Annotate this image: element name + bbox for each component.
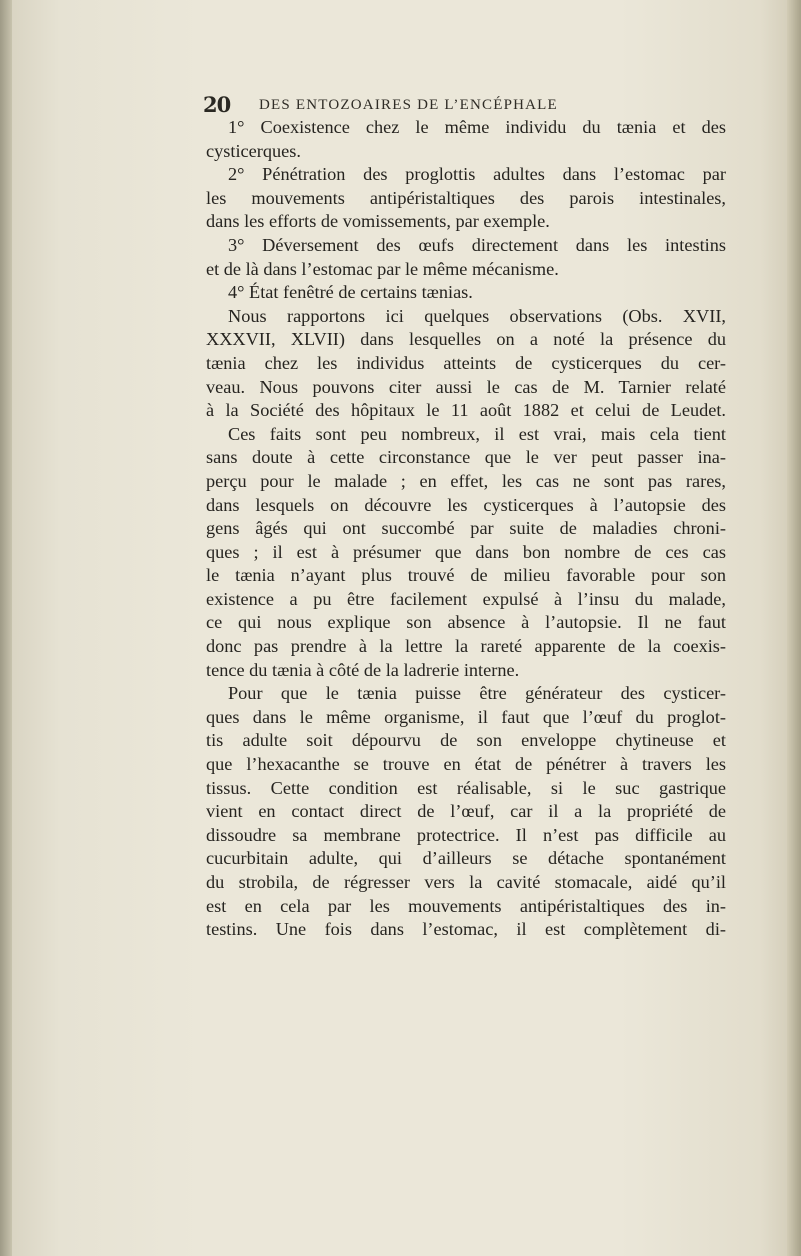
- text-line: Ces faits sont peu nombreux, il est vrai, mais cela tient: [228, 423, 726, 444]
- running-head: DES ENTOZOAIRES DE L’ENCÉPHALE: [259, 97, 558, 113]
- text-line: dissoudre sa membrane protectrice. Il n’est pas difficile au: [206, 824, 726, 845]
- text-line: sans doute à cette circonstance que le ver peut passer ina-: [206, 447, 726, 468]
- text-line: gens âgés qui ont succombé par suite de maladies chroni-: [206, 518, 726, 539]
- page-number: 20: [203, 92, 231, 117]
- text-line: du strobila, de régresser vers la cavité stomacale, aidé qu’il: [206, 872, 726, 892]
- text-line: 3° Déversement des œufs directement dans les intestins: [228, 234, 726, 255]
- text-line: 1° Coexistence chez le même individu du tænia et des: [228, 117, 726, 137]
- text-line: 2° Pénétration des proglottis adultes dans l’estomac par: [228, 164, 726, 185]
- text-line: que l’hexacanthe se trouve en état de pénétrer à travers les: [206, 754, 726, 775]
- text-line: le tænia n’ayant plus trouvé de milieu favorable pour son: [206, 565, 726, 586]
- text-line: et de là dans l’estomac par le même mécanisme.: [206, 258, 559, 279]
- text-line: existence a pu être facilement expulsé à l’insu du malade,: [206, 588, 726, 609]
- text-line: tence du tænia à côté de la ladrerie interne.: [206, 659, 520, 680]
- binding-edge: [0, 0, 12, 1256]
- text-line: à la Société des hôpitaux le 11 août 1882 et celui de Leudet.: [206, 400, 726, 421]
- text-line: les mouvements antipéristaltiques des parois intestinales,: [206, 187, 726, 208]
- page-header: [0, 92, 801, 116]
- text-line: veau. Nous pouvons citer aussi le cas de M. Tarnier relaté: [206, 376, 726, 397]
- page-edge: [787, 0, 801, 1256]
- text-line: dans lesquels on découvre les cysticerques à l’autopsie des: [206, 494, 726, 515]
- text-line: cysticerques.: [206, 140, 301, 161]
- text-line: XXXVII, XLVII) dans lesquelles on a noté la présence du: [206, 329, 726, 350]
- text-line: vient en contact direct de l’œuf, car il a la propriété de: [206, 801, 726, 822]
- text-line: ques dans le même organisme, il faut que l’œuf du proglot-: [206, 706, 726, 727]
- text-line: donc pas prendre à la lettre la rareté apparente de la coexis-: [206, 636, 726, 657]
- text-line: tis adulte soit dépourvu de son enveloppe chytineuse et: [206, 730, 726, 751]
- text-line: cucurbitain adulte, qui d’ailleurs se détache spontanément: [206, 848, 726, 869]
- text-line: dans les efforts de vomissements, par exemple.: [206, 211, 550, 232]
- text-line: ce qui nous explique son absence à l’autopsie. Il ne faut: [206, 612, 726, 633]
- text-line: tænia chez les individus atteints de cysticerques du cer-: [206, 352, 726, 373]
- text-line: perçu pour le malade ; en effet, les cas ne sont pas rares,: [206, 470, 726, 491]
- text-line: ques ; il est à présumer que dans bon nombre de ces cas: [206, 541, 726, 562]
- text-line: tissus. Cette condition est réalisable, si le suc gastrique: [206, 777, 726, 798]
- body-text: [206, 116, 726, 942]
- text-line: testins. Une fois dans l’estomac, il est complètement di-: [206, 919, 726, 940]
- text-line: 4° État fenêtré de certains tænias.: [228, 282, 473, 303]
- text-line: Pour que le tænia puisse être générateur des cysticer-: [228, 683, 726, 704]
- text-line: Nous rapportons ici quelques observations (Obs. XVII,: [228, 305, 726, 326]
- text-line: est en cela par les mouvements antipéristaltiques des in-: [206, 895, 726, 916]
